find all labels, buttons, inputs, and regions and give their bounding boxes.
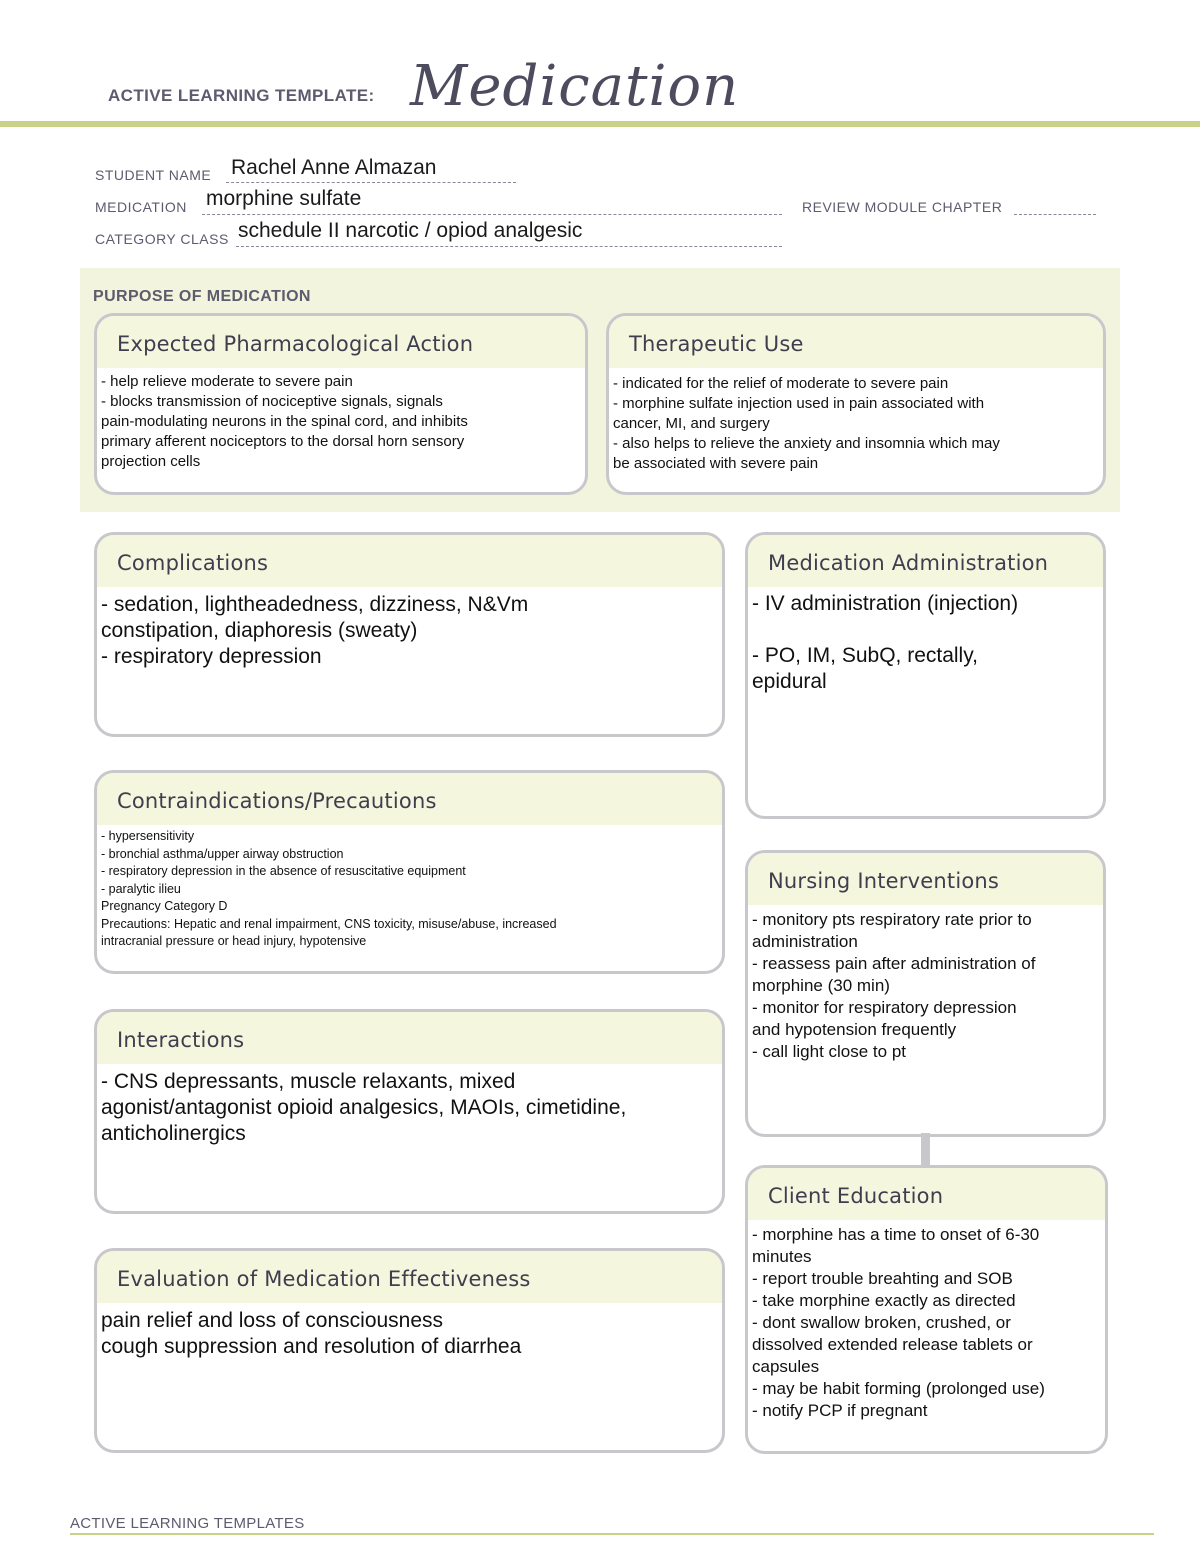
- footer-divider: [70, 1533, 1154, 1535]
- client-education-content[interactable]: [748, 1220, 1105, 1422]
- text-line: [752, 617, 1097, 643]
- text-line: - paralytic ilieu: [101, 881, 181, 896]
- text-line: - monitory pts respiratory rate prior to: [752, 910, 1032, 929]
- text-line: - morphine has a time to onset of 6-30: [752, 1225, 1040, 1244]
- text-line: projection cells: [101, 453, 201, 470]
- text-line: - morphine sulfate injection used in pain associated with: [613, 395, 985, 412]
- text-line: Precautions: Hepatic and renal impairment, CNS toxicity, misuse/abuse, increased: [101, 916, 557, 931]
- text-line: constipation, diaphoresis (sweaty): [101, 619, 418, 642]
- text-line: - notify PCP if pregnant: [752, 1401, 928, 1420]
- text-line: - blocks transmission of nociceptive signals, signals: [101, 393, 443, 410]
- medication-line: [202, 214, 782, 215]
- footer-text: ACTIVE LEARNING TEMPLATES: [70, 1515, 305, 1532]
- medication-administration-title: Medication Administration: [748, 535, 1103, 587]
- category-class-field[interactable]: schedule II narcotic / opiod analgesic: [238, 219, 583, 242]
- text-line: dissolved extended release tablets or: [752, 1335, 1033, 1354]
- contraindications-box: [94, 770, 725, 974]
- medication-field[interactable]: morphine sulfate: [206, 187, 362, 210]
- contraindications-title: Contraindications/Precautions: [97, 773, 722, 825]
- client-education-title: Client Education: [748, 1168, 1105, 1220]
- text-line: - respiratory depression in the absence of resuscitative equipment: [101, 864, 466, 878]
- text-line: agonist/antagonist opioid analgesics, MAOIs, cimetidine,: [101, 1096, 627, 1119]
- text-line: - sedation, lightheadedness, dizziness, N&Vm: [101, 593, 529, 616]
- text-line: capsules: [752, 1357, 820, 1376]
- text-line: minutes: [752, 1247, 812, 1266]
- complications-content[interactable]: [97, 587, 722, 670]
- medication-label: MEDICATION: [95, 199, 187, 215]
- interactions-content[interactable]: [97, 1064, 722, 1147]
- text-line: intracranial pressure or head injury, hypotensive: [101, 934, 367, 948]
- text-line: - IV administration (injection): [752, 592, 1019, 615]
- text-line: epidural: [752, 670, 827, 693]
- text-line: - call light close to pt: [752, 1042, 907, 1061]
- nursing-interventions-title: Nursing Interventions: [748, 853, 1103, 905]
- client-education-box: [745, 1165, 1108, 1454]
- text-line: - reassess pain after administration of: [752, 954, 1036, 973]
- text-line: - respiratory depression: [101, 645, 322, 668]
- evaluation-content[interactable]: [97, 1303, 722, 1360]
- header-divider: [0, 121, 1200, 127]
- text-line: - report trouble breahting and SOB: [752, 1269, 1013, 1288]
- text-line: Pregnancy Category D: [101, 899, 228, 913]
- category-class-line: [236, 246, 782, 247]
- box-connector: [921, 1133, 930, 1167]
- therapeutic-use-box: [606, 313, 1106, 495]
- complications-title: Complications: [97, 535, 722, 587]
- interactions-title: Interactions: [97, 1012, 722, 1064]
- text-line: pain-modulating neurons in the spinal cord, and inhibits: [101, 413, 468, 430]
- review-module-line: [1014, 214, 1096, 215]
- nursing-interventions-content[interactable]: [748, 905, 1103, 1063]
- expected-action-title: Expected Pharmacological Action: [97, 316, 585, 368]
- text-line: - also helps to relieve the anxiety and insomnia which may: [613, 435, 1000, 452]
- text-line: - indicated for the relief of moderate to severe pain: [613, 375, 949, 392]
- template-label: ACTIVE LEARNING TEMPLATE:: [108, 86, 375, 105]
- medication-administration-content[interactable]: [748, 587, 1103, 695]
- student-name-line: [226, 182, 516, 183]
- medication-administration-box: [745, 532, 1106, 819]
- text-line: primary afferent nociceptors to the dorsal horn sensory: [101, 433, 465, 450]
- text-line: - bronchial asthma/upper airway obstruction: [101, 846, 344, 861]
- text-line: - PO, IM, SubQ, rectally,: [752, 644, 978, 667]
- expected-action-content[interactable]: [97, 368, 585, 472]
- purpose-title: PURPOSE OF MEDICATION: [93, 288, 311, 305]
- text-line: and hypotension frequently: [752, 1020, 957, 1039]
- therapeutic-use-content[interactable]: [609, 368, 1103, 474]
- text-line: cough suppression and resolution of diarrhea: [101, 1335, 522, 1358]
- text-line: be associated with severe pain: [613, 455, 819, 472]
- page-title: Medication: [410, 54, 740, 119]
- text-line: - hypersensitivity: [101, 829, 195, 843]
- nursing-interventions-box: [745, 850, 1106, 1137]
- text-line: - may be habit forming (prolonged use): [752, 1379, 1045, 1398]
- text-line: - CNS depressants, muscle relaxants, mixed: [101, 1070, 516, 1093]
- text-line: morphine (30 min): [752, 976, 890, 995]
- text-line: - help relieve moderate to severe pain: [101, 373, 353, 390]
- text-line: pain relief and loss of consciousness: [101, 1309, 444, 1332]
- text-line: cancer, MI, and surgery: [613, 415, 770, 432]
- review-module-label: REVIEW MODULE CHAPTER: [802, 199, 1003, 215]
- student-name-field[interactable]: Rachel Anne Almazan: [231, 156, 437, 179]
- text-line: administration: [752, 932, 858, 951]
- evaluation-box: [94, 1248, 725, 1453]
- text-line: - monitor for respiratory depression: [752, 998, 1017, 1017]
- text-line: - take morphine exactly as directed: [752, 1291, 1016, 1310]
- category-class-label: CATEGORY CLASS: [95, 231, 229, 247]
- text-line: - dont swallow broken, crushed, or: [752, 1313, 1011, 1332]
- contraindications-content[interactable]: [97, 825, 722, 951]
- student-name-label: STUDENT NAME: [95, 167, 212, 183]
- therapeutic-use-title: Therapeutic Use: [609, 316, 1103, 368]
- text-line: anticholinergics: [101, 1122, 246, 1145]
- evaluation-title: Evaluation of Medication Effectiveness: [97, 1251, 722, 1303]
- complications-box: [94, 532, 725, 737]
- expected-action-box: [94, 313, 588, 495]
- interactions-box: [94, 1009, 725, 1214]
